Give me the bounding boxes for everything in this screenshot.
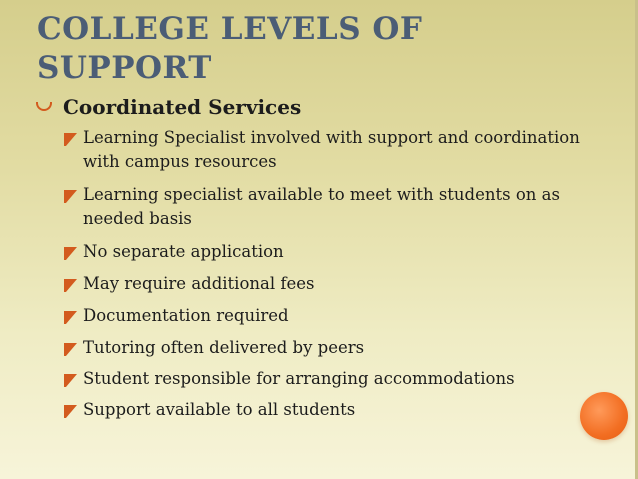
list-item-text: Tutoring often delivered by peers (83, 338, 365, 357)
wedge-bullet-icon (64, 133, 77, 146)
wedge-bullet-icon (64, 279, 77, 292)
list-item (64, 272, 594, 296)
wedge-bullet-icon (64, 190, 77, 203)
list-item (64, 183, 594, 231)
heading-text: Coordinated Services (63, 95, 302, 119)
list-item (64, 126, 594, 174)
list-item (64, 304, 594, 328)
orange-circle-icon (580, 392, 628, 440)
list-item (64, 336, 594, 360)
slide-title: COLLEGE LEVELS OF SUPPORT (37, 11, 423, 86)
list-item (64, 398, 594, 422)
list-item (64, 367, 594, 391)
wedge-bullet-icon (64, 311, 77, 324)
wedge-bullet-icon (64, 405, 77, 418)
list-item-text: Documentation required (83, 306, 289, 325)
list-item (64, 240, 594, 264)
list-item-text: May require additional fees (83, 274, 315, 293)
wedge-bullet-icon (64, 374, 77, 387)
wedge-bullet-icon (64, 247, 77, 260)
list-item-text: Student responsible for arranging accommodations (83, 369, 515, 388)
list-item-text: No separate application (83, 242, 284, 261)
curved-bullet-icon (36, 102, 52, 111)
list-item-text: Learning Specialist involved with support and coordination with campus resources (83, 128, 580, 171)
list-item-text: Learning specialist available to meet with students on as needed basis (83, 185, 560, 228)
heading-item (36, 94, 301, 120)
list-item-text: Support available to all students (83, 400, 356, 419)
wedge-bullet-icon (64, 343, 77, 356)
